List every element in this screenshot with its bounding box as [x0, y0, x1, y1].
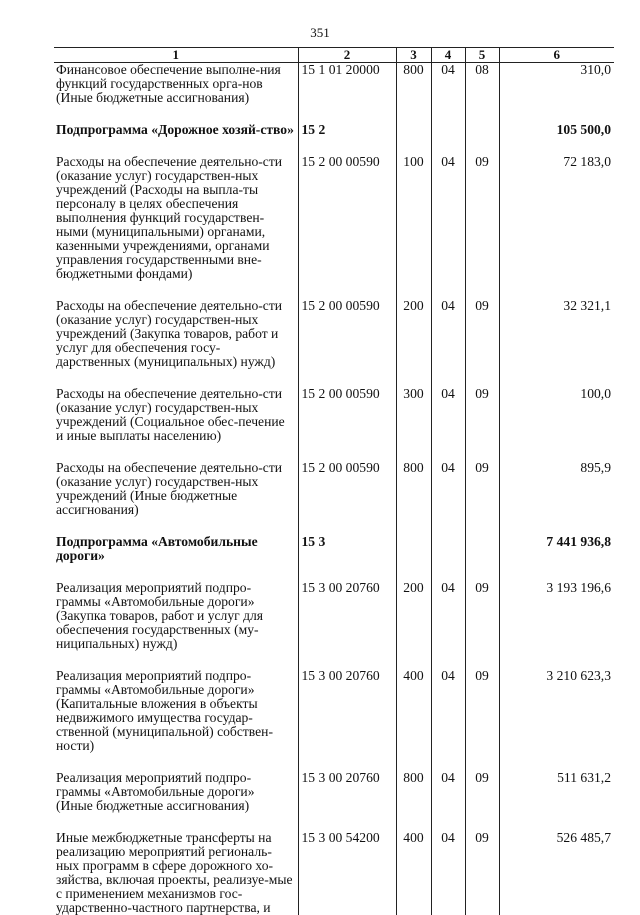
row-expense-type: 300	[396, 387, 431, 461]
row-code: 15 3 00 20760	[298, 669, 396, 771]
row-name: Финансовое обеспечение выполне-ния функций государственных орга-нов (Иные бюджетные ассигнования)	[56, 62, 281, 105]
row-subsection: 08	[465, 63, 499, 124]
row-name: Реализация мероприятий подпро-граммы «Автомобильные дороги» (Закупка товаров, работ и услуг для обеспечения государственных (му-ниципальных) нужд)	[56, 580, 264, 651]
table-row	[54, 669, 614, 771]
row-subsection: 09	[465, 771, 499, 831]
row-subsection	[465, 535, 499, 581]
row-amount: 7 441 936,8	[499, 535, 614, 581]
row-code: 15 2 00 00590	[298, 299, 396, 387]
row-code: 15 2 00 00590	[298, 387, 396, 461]
row-expense-type: 200	[396, 581, 431, 669]
row-expense-type: 800	[396, 63, 431, 124]
row-code: 15 1 01 20000	[298, 63, 396, 124]
table-row	[54, 535, 614, 581]
row-section: 04	[431, 155, 465, 299]
header-col-2: 2	[298, 48, 396, 63]
row-name: Иные межбюджетные трансферты на реализацию мероприятий региональ-ных программ в сфере дорожного хо-зяйства, включая проекты, реализуе-мые с применением механизмов гос-ударственно-частного партнерства, и	[56, 830, 293, 915]
header-col-4: 4	[431, 48, 465, 63]
row-expense-type: 400	[396, 831, 431, 915]
row-code: 15 3	[298, 535, 396, 581]
row-amount: 3 193 196,6	[499, 581, 614, 669]
table-row	[54, 771, 614, 831]
row-amount: 32 321,1	[499, 299, 614, 387]
row-expense-type	[396, 123, 431, 155]
row-name: Реализация мероприятий подпро-граммы «Автомобильные дороги» (Капитальные вложения в объекты недвижимого имущества государ-ственной (муниципальной) собствен-ности)	[56, 668, 273, 753]
row-amount: 895,9	[499, 461, 614, 535]
row-code: 15 3 00 54200	[298, 831, 396, 915]
row-section: 04	[431, 771, 465, 831]
header-col-6: 6	[499, 48, 614, 63]
row-name: Подпрограмма «Автомобильные дороги»	[56, 534, 258, 563]
row-section: 04	[431, 387, 465, 461]
row-subsection: 09	[465, 669, 499, 771]
table-row	[54, 299, 614, 387]
row-name: Реализация мероприятий подпро-граммы «Автомобильные дороги» (Иные бюджетные ассигнования)	[56, 770, 255, 813]
row-amount: 310,0	[499, 63, 614, 124]
row-name: Расходы на обеспечение деятельно-сти (оказание услуг) государствен-ных учреждений (Иные бюджетные ассигнования)	[56, 460, 283, 517]
table-row	[54, 155, 614, 299]
row-subsection: 09	[465, 831, 499, 915]
row-code: 15 3 00 20760	[298, 771, 396, 831]
row-name: Расходы на обеспечение деятельно-сти (оказание услуг) государствен-ных учреждений (Социальное обес-печение и иные выплаты населению)	[56, 386, 285, 443]
header-col-3: 3	[396, 48, 431, 63]
table-row	[54, 581, 614, 669]
row-name: Расходы на обеспечение деятельно-сти (оказание услуг) государствен-ных учреждений (Расходы на выпла-ты персоналу в целях обеспечения выполнения функций государствен-ными (муниципальными) органами, казенными учреждениями, органами управления государственными вне-бюджетными фондами)	[56, 154, 283, 281]
row-section: 04	[431, 831, 465, 915]
row-expense-type: 100	[396, 155, 431, 299]
row-name: Подпрограмма «Дорожное хозяй-ство»	[56, 122, 294, 137]
row-amount: 72 183,0	[499, 155, 614, 299]
header-row	[54, 48, 614, 63]
table-row	[54, 387, 614, 461]
table-row	[54, 123, 614, 155]
table-row	[54, 461, 614, 535]
row-section	[431, 535, 465, 581]
row-subsection	[465, 123, 499, 155]
row-subsection: 09	[465, 461, 499, 535]
row-code: 15 3 00 20760	[298, 581, 396, 669]
budget-table	[54, 47, 614, 915]
page-number: 351	[310, 25, 330, 40]
row-subsection: 09	[465, 387, 499, 461]
row-amount: 511 631,2	[499, 771, 614, 831]
row-expense-type: 800	[396, 771, 431, 831]
row-section: 04	[431, 669, 465, 771]
row-expense-type	[396, 535, 431, 581]
row-subsection: 09	[465, 155, 499, 299]
row-amount: 100,0	[499, 387, 614, 461]
header-col-5: 5	[465, 48, 499, 63]
row-expense-type: 800	[396, 461, 431, 535]
row-name: Расходы на обеспечение деятельно-сти (оказание услуг) государствен-ных учреждений (Закупка товаров, работ и услуг для обеспечения госу-дарственных (муниципальных) нужд)	[56, 298, 283, 369]
table-row	[54, 63, 614, 124]
row-section: 04	[431, 63, 465, 124]
row-code: 15 2	[298, 123, 396, 155]
row-code: 15 2 00 00590	[298, 155, 396, 299]
header-col-1: 1	[54, 48, 298, 63]
row-section: 04	[431, 581, 465, 669]
row-expense-type: 400	[396, 669, 431, 771]
row-section: 04	[431, 299, 465, 387]
row-section: 04	[431, 461, 465, 535]
row-amount: 3 210 623,3	[499, 669, 614, 771]
row-amount: 526 485,7	[499, 831, 614, 915]
row-section	[431, 123, 465, 155]
table-row	[54, 831, 614, 915]
row-subsection: 09	[465, 581, 499, 669]
row-subsection: 09	[465, 299, 499, 387]
row-code: 15 2 00 00590	[298, 461, 396, 535]
row-expense-type: 200	[396, 299, 431, 387]
row-amount: 105 500,0	[499, 123, 614, 155]
